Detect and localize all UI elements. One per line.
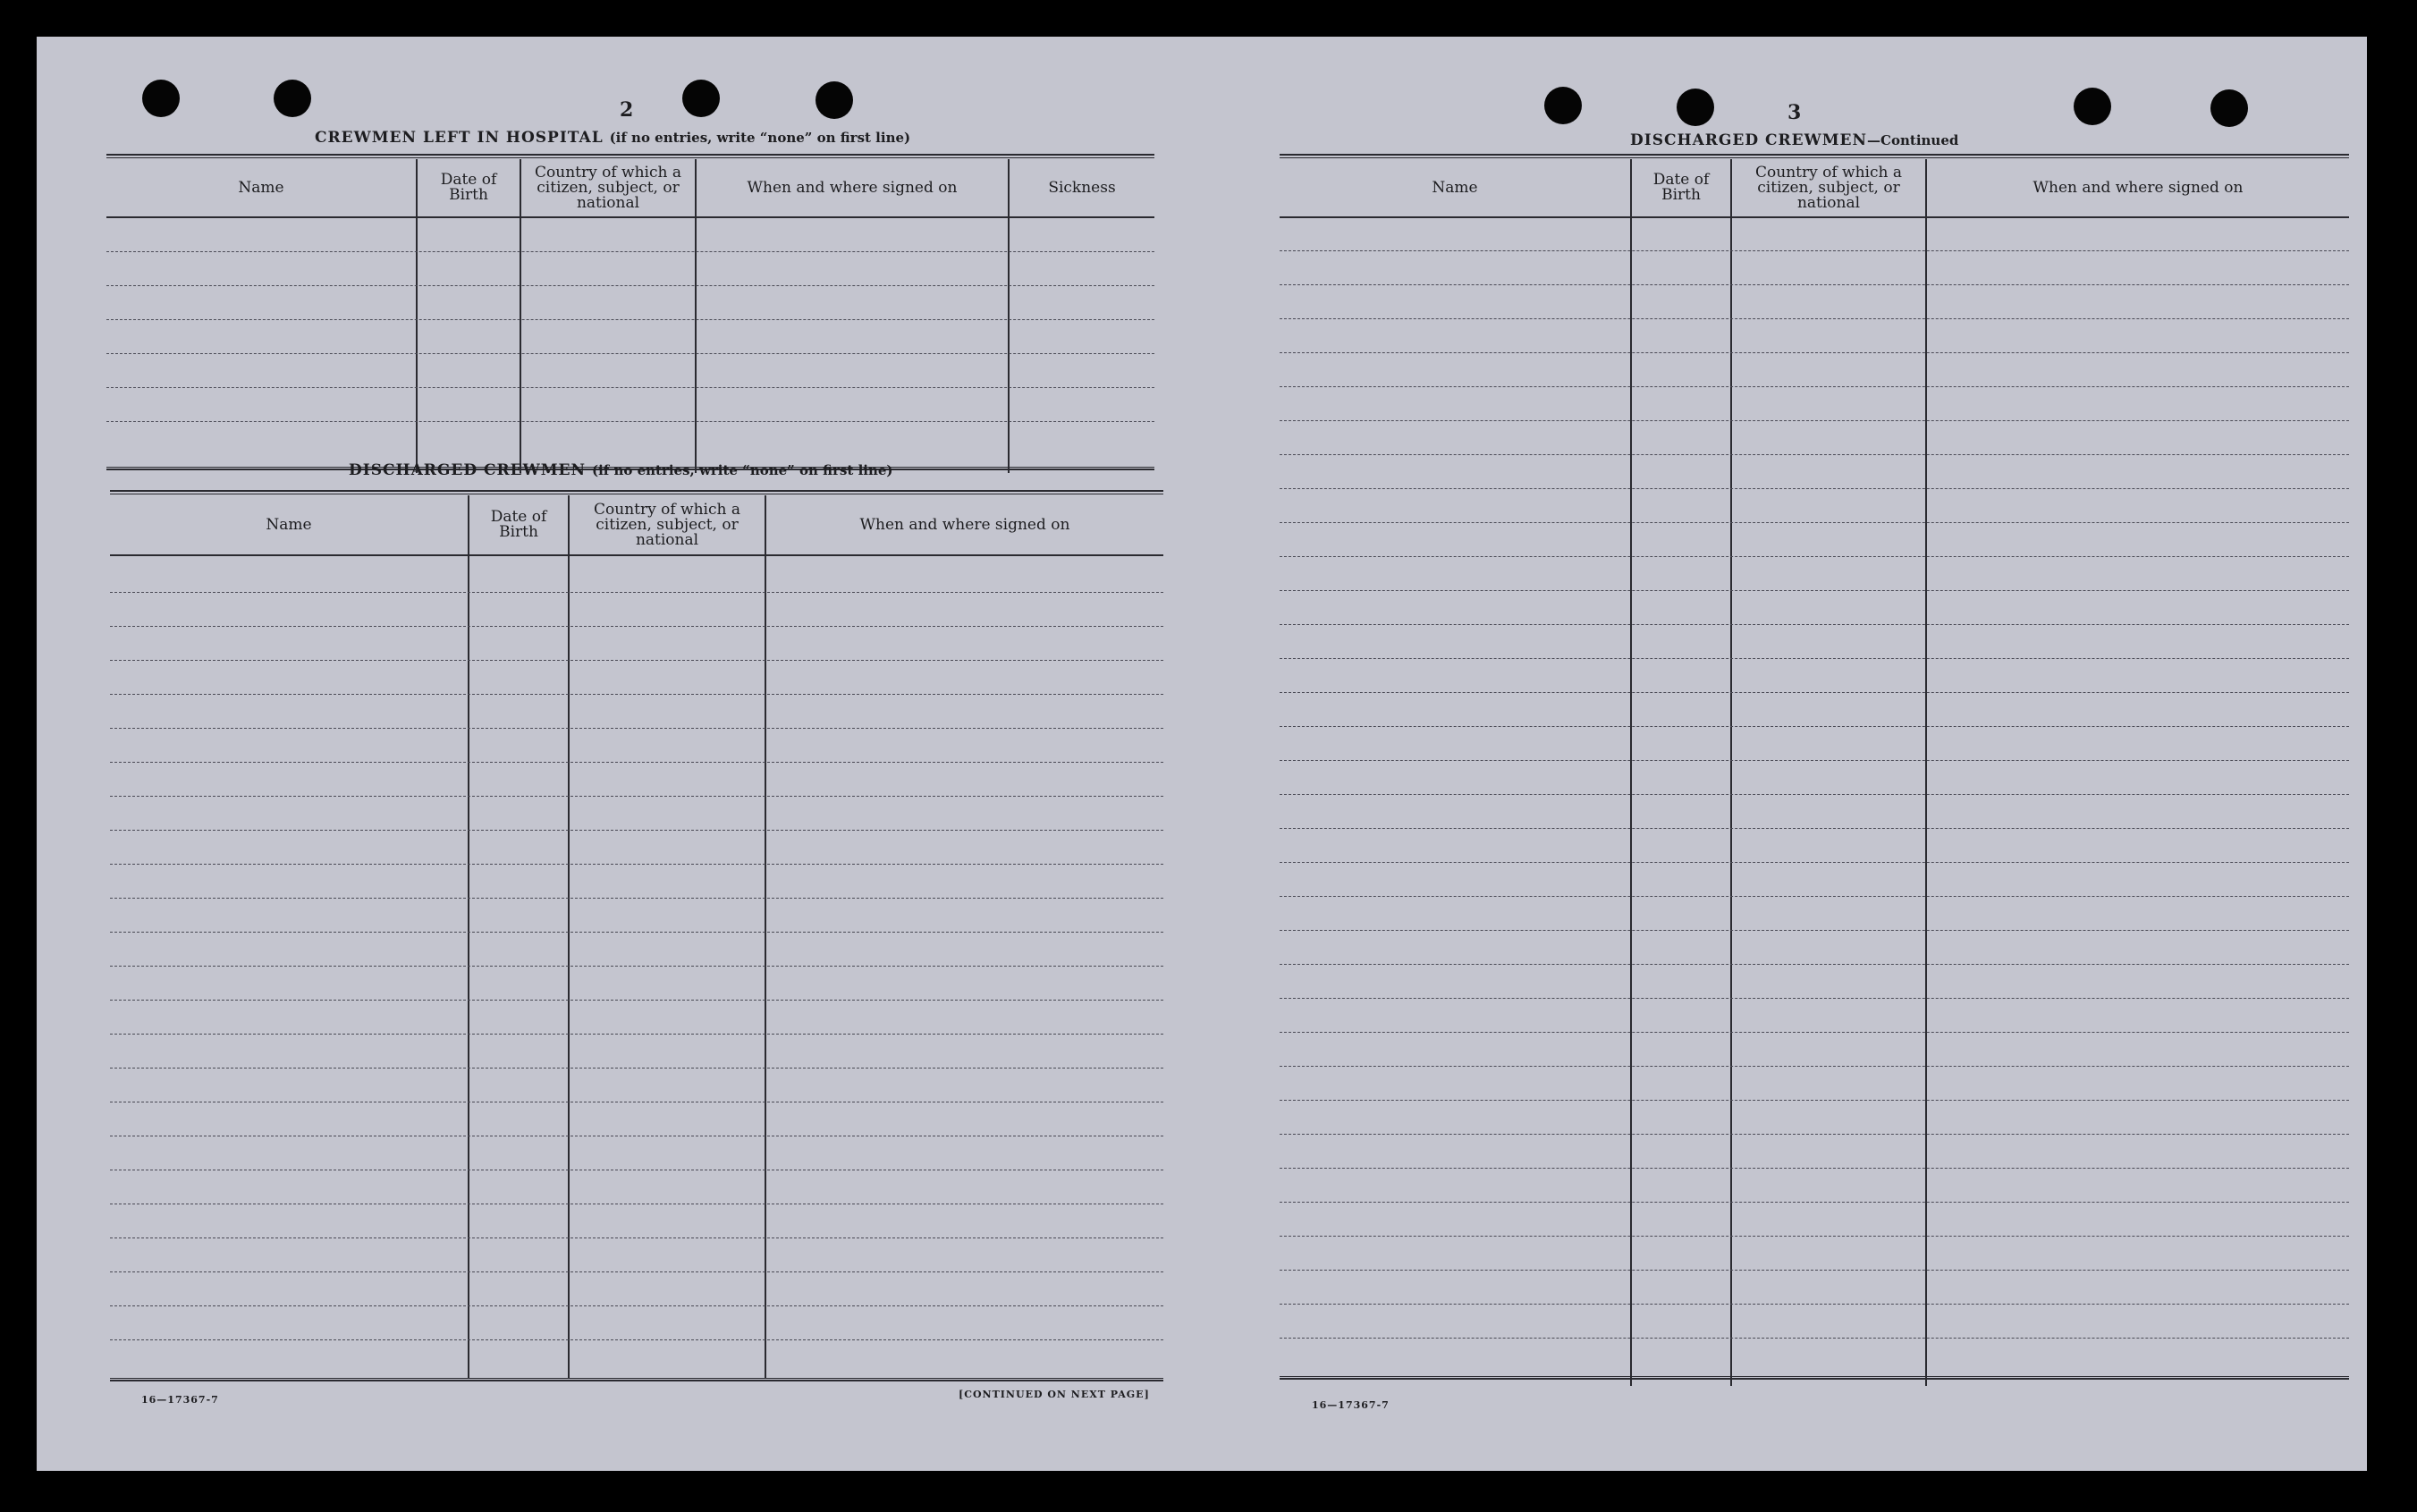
column-divider	[568, 495, 570, 1379]
entry-line	[110, 694, 1163, 695]
table-top-rule	[106, 154, 1154, 158]
entry-line	[1280, 1100, 2349, 1101]
column-header: Date of Birth	[490, 508, 547, 541]
punch-hole	[1544, 87, 1582, 124]
punch-hole	[274, 80, 311, 117]
entry-line	[106, 387, 1154, 388]
entry-line	[110, 592, 1163, 593]
entry-line	[110, 1271, 1163, 1272]
hospital-title-note: (if no entries, write “none” on first line)	[609, 130, 911, 146]
entry-line	[110, 728, 1163, 729]
entry-line	[106, 285, 1154, 286]
page-number-left: 2	[620, 98, 634, 122]
column-divider	[1008, 159, 1010, 473]
entry-line	[106, 251, 1154, 252]
entry-line	[1280, 522, 2349, 523]
column-header: Name	[266, 515, 312, 534]
punch-hole	[816, 81, 853, 119]
entry-line	[1280, 862, 2349, 863]
entry-line	[110, 1034, 1163, 1035]
entry-line	[1280, 1134, 2349, 1135]
table-header-row	[110, 495, 1163, 556]
entry-line	[106, 319, 1154, 320]
table-header-row	[1280, 159, 2349, 218]
table-top-rule	[110, 490, 1163, 494]
column-divider	[520, 159, 521, 473]
table-header-row	[106, 159, 1154, 218]
punch-hole	[2210, 89, 2248, 127]
entry-line	[1280, 1168, 2349, 1169]
table-top-rule	[1280, 154, 2349, 158]
entry-line	[110, 932, 1163, 933]
entry-line	[1280, 1032, 2349, 1033]
entry-line	[110, 1305, 1163, 1306]
entry-line	[1280, 998, 2349, 999]
page-number-right: 3	[1787, 101, 1802, 124]
punch-hole	[142, 80, 180, 117]
column-header: Date of Birth	[440, 171, 497, 204]
entry-line	[1280, 624, 2349, 625]
entry-line	[1280, 1236, 2349, 1237]
column-divider	[416, 159, 418, 473]
entry-line	[1280, 1338, 2349, 1339]
entry-line	[1280, 1270, 2349, 1271]
document-sheet	[37, 37, 2367, 1471]
entry-line	[1280, 658, 2349, 659]
entry-line	[1280, 1066, 2349, 1067]
entry-line	[110, 762, 1163, 763]
entry-line	[110, 830, 1163, 831]
column-divider	[468, 495, 469, 1379]
punch-hole	[1677, 89, 1714, 126]
entry-line	[1280, 386, 2349, 387]
discharged-table	[110, 490, 1163, 1384]
discharged-continued-title	[1630, 131, 1958, 149]
column-header: When and where signed on	[747, 178, 958, 197]
discharged-continued-table	[1280, 154, 2349, 1388]
entry-line	[1280, 250, 2349, 251]
entry-line	[1280, 454, 2349, 455]
column-header: Sickness	[1048, 178, 1116, 197]
column-header: Country of which a citizen, subject, or national	[594, 500, 740, 549]
entry-line	[1280, 726, 2349, 727]
hospital-table	[106, 154, 1154, 473]
entry-line	[110, 1339, 1163, 1340]
entry-line	[1280, 1304, 2349, 1305]
entry-line	[110, 660, 1163, 661]
entry-line	[1280, 352, 2349, 353]
column-header: When and where signed on	[2032, 178, 2244, 197]
discharged-continued-text: DISCHARGED CREWMEN	[1630, 131, 1868, 149]
column-header: Name	[238, 178, 284, 197]
entry-line	[110, 1000, 1163, 1001]
column-header: Name	[1432, 178, 1478, 197]
entry-line	[110, 1237, 1163, 1238]
entry-line	[1280, 930, 2349, 931]
column-header: Country of which a citizen, subject, or national	[535, 163, 681, 212]
hospital-section-title	[315, 129, 910, 147]
entry-line	[1280, 318, 2349, 319]
entry-line	[110, 626, 1163, 627]
entry-line	[1280, 420, 2349, 421]
column-header: Date of Birth	[1652, 171, 1710, 204]
entry-line	[1280, 794, 2349, 795]
column-header: Country of which a citizen, subject, or national	[1755, 163, 1902, 212]
form-number-left: 16—17367-7	[141, 1394, 219, 1406]
punch-hole	[682, 80, 720, 117]
column-divider	[765, 495, 766, 1379]
entry-line	[110, 796, 1163, 797]
entry-line	[110, 966, 1163, 967]
discharged-title-note: (if no entries, write “none” on first line)	[591, 462, 893, 478]
column-header: When and where signed on	[859, 515, 1070, 534]
entry-line	[1280, 692, 2349, 693]
form-number-right: 16—17367-7	[1312, 1399, 1390, 1411]
entry-line	[1280, 590, 2349, 591]
entry-line	[1280, 1202, 2349, 1203]
table-bottom-rule	[110, 1378, 1163, 1381]
entry-line	[1280, 896, 2349, 897]
punch-hole	[2074, 88, 2111, 125]
entry-line	[106, 421, 1154, 422]
entry-line	[110, 864, 1163, 865]
column-divider	[695, 159, 697, 473]
entry-line	[110, 1068, 1163, 1069]
entry-line	[1280, 284, 2349, 285]
entry-line	[1280, 760, 2349, 761]
table-bottom-rule	[1280, 1376, 2349, 1380]
continued-note: [CONTINUED ON NEXT PAGE]	[959, 1389, 1150, 1400]
entry-line	[1280, 556, 2349, 557]
entry-line	[1280, 964, 2349, 965]
discharged-section-title	[349, 461, 893, 479]
entry-line	[1280, 828, 2349, 829]
entry-line	[110, 898, 1163, 899]
entry-line	[1280, 488, 2349, 489]
hospital-title-text: CREWMEN LEFT IN HOSPITAL	[315, 129, 604, 147]
continued-label: —Continued	[1867, 132, 1959, 148]
discharged-title-text: DISCHARGED CREWMEN	[349, 461, 587, 479]
entry-line	[106, 353, 1154, 354]
